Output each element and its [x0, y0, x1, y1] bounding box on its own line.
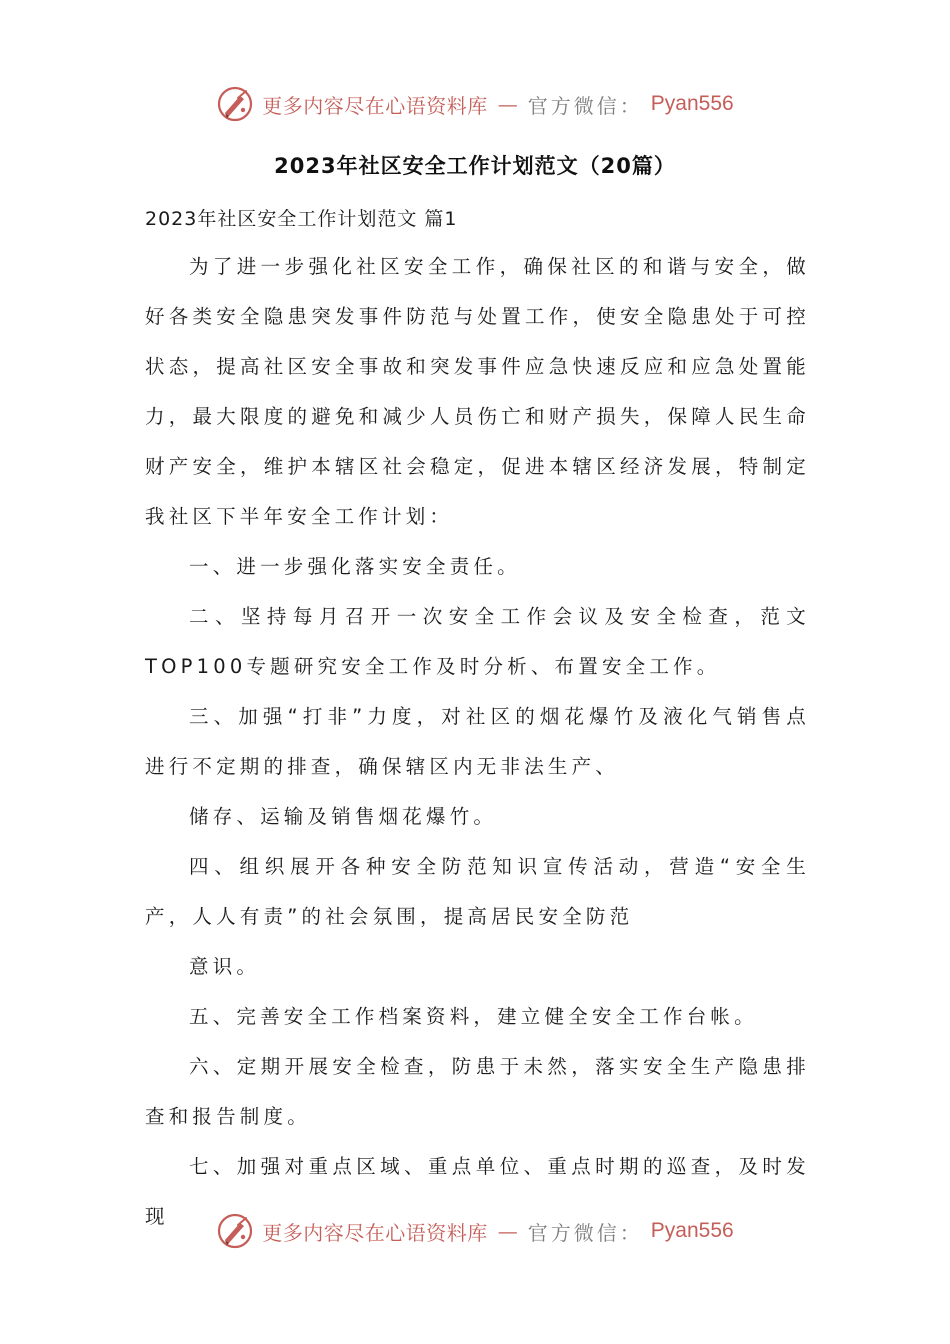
paragraph-item-3-continued: 储存、运输及销售烟花爆竹。 — [189, 805, 498, 828]
footer-dash: — — [497, 1219, 518, 1243]
paragraph-item-3: 三、加强“打非”力度，对社区的烟花爆竹及液化气销售点进行不定期的排查，确保辖区内无非法生产、 — [145, 705, 810, 778]
paragraph-item-4: 四、组织展开各种安全防范知识宣传活动，营造“安全生产，人人有责”的社会氛围，提高居民安全防范 — [145, 855, 810, 928]
pen-logo-icon — [216, 1212, 254, 1250]
footer-wechat-id: Pyan556 — [650, 1219, 734, 1242]
header-promo-text: 更多内容尽在心语资料库 — [262, 93, 488, 118]
paragraph-item-5: 五、完善安全工作档案资料，建立健全安全工作台帐。 — [189, 1005, 758, 1028]
paragraph-item-2: 二、坚持每月召开一次安全工作会议及安全检查，范文TOP100专题研究安全工作及时分析、布置安全工作。 — [145, 605, 810, 678]
footer-wechat-label: 官方微信： — [527, 1220, 643, 1245]
header-wechat-id: Pyan556 — [650, 92, 734, 115]
pen-logo-icon — [216, 85, 254, 123]
paragraph-item-7: 七、加强对重点区域、重点单位、重点时期的巡查，及时发现 — [145, 1155, 810, 1228]
document-title: 2023年社区安全工作计划范文（20篇） — [274, 154, 676, 178]
paragraph-item-6: 六、定期开展安全检查，防患于未然，落实安全生产隐患排查和报告制度。 — [145, 1055, 810, 1128]
header-dash: — — [497, 92, 518, 116]
paragraph-item-4-continued: 意识。 — [189, 955, 261, 978]
header-banner — [0, 82, 950, 126]
footer-promo-text: 更多内容尽在心语资料库 — [262, 1220, 488, 1245]
paragraph-item-1: 一、进一步强化落实安全责任。 — [189, 555, 521, 578]
paragraph-intro: 为了进一步强化社区安全工作，确保社区的和谐与安全，做好各类安全隐患突发事件防范与处置工作，使安全隐患处于可控状态，提高社区安全事故和突发事件应急快速反应和应急处置能力，最大限度的避免和减少人员伤亡和财产损失，保障人民生命财产安全，维护本辖区社会稳定，促进本辖区经济发展，特制定我社区下半年安全工作计划： — [145, 255, 810, 528]
footer-banner — [0, 1209, 950, 1253]
section-heading: 2023年社区安全工作计划范文 篇1 — [145, 208, 458, 230]
document-body — [145, 196, 810, 1242]
header-wechat-label: 官方微信： — [527, 93, 643, 118]
